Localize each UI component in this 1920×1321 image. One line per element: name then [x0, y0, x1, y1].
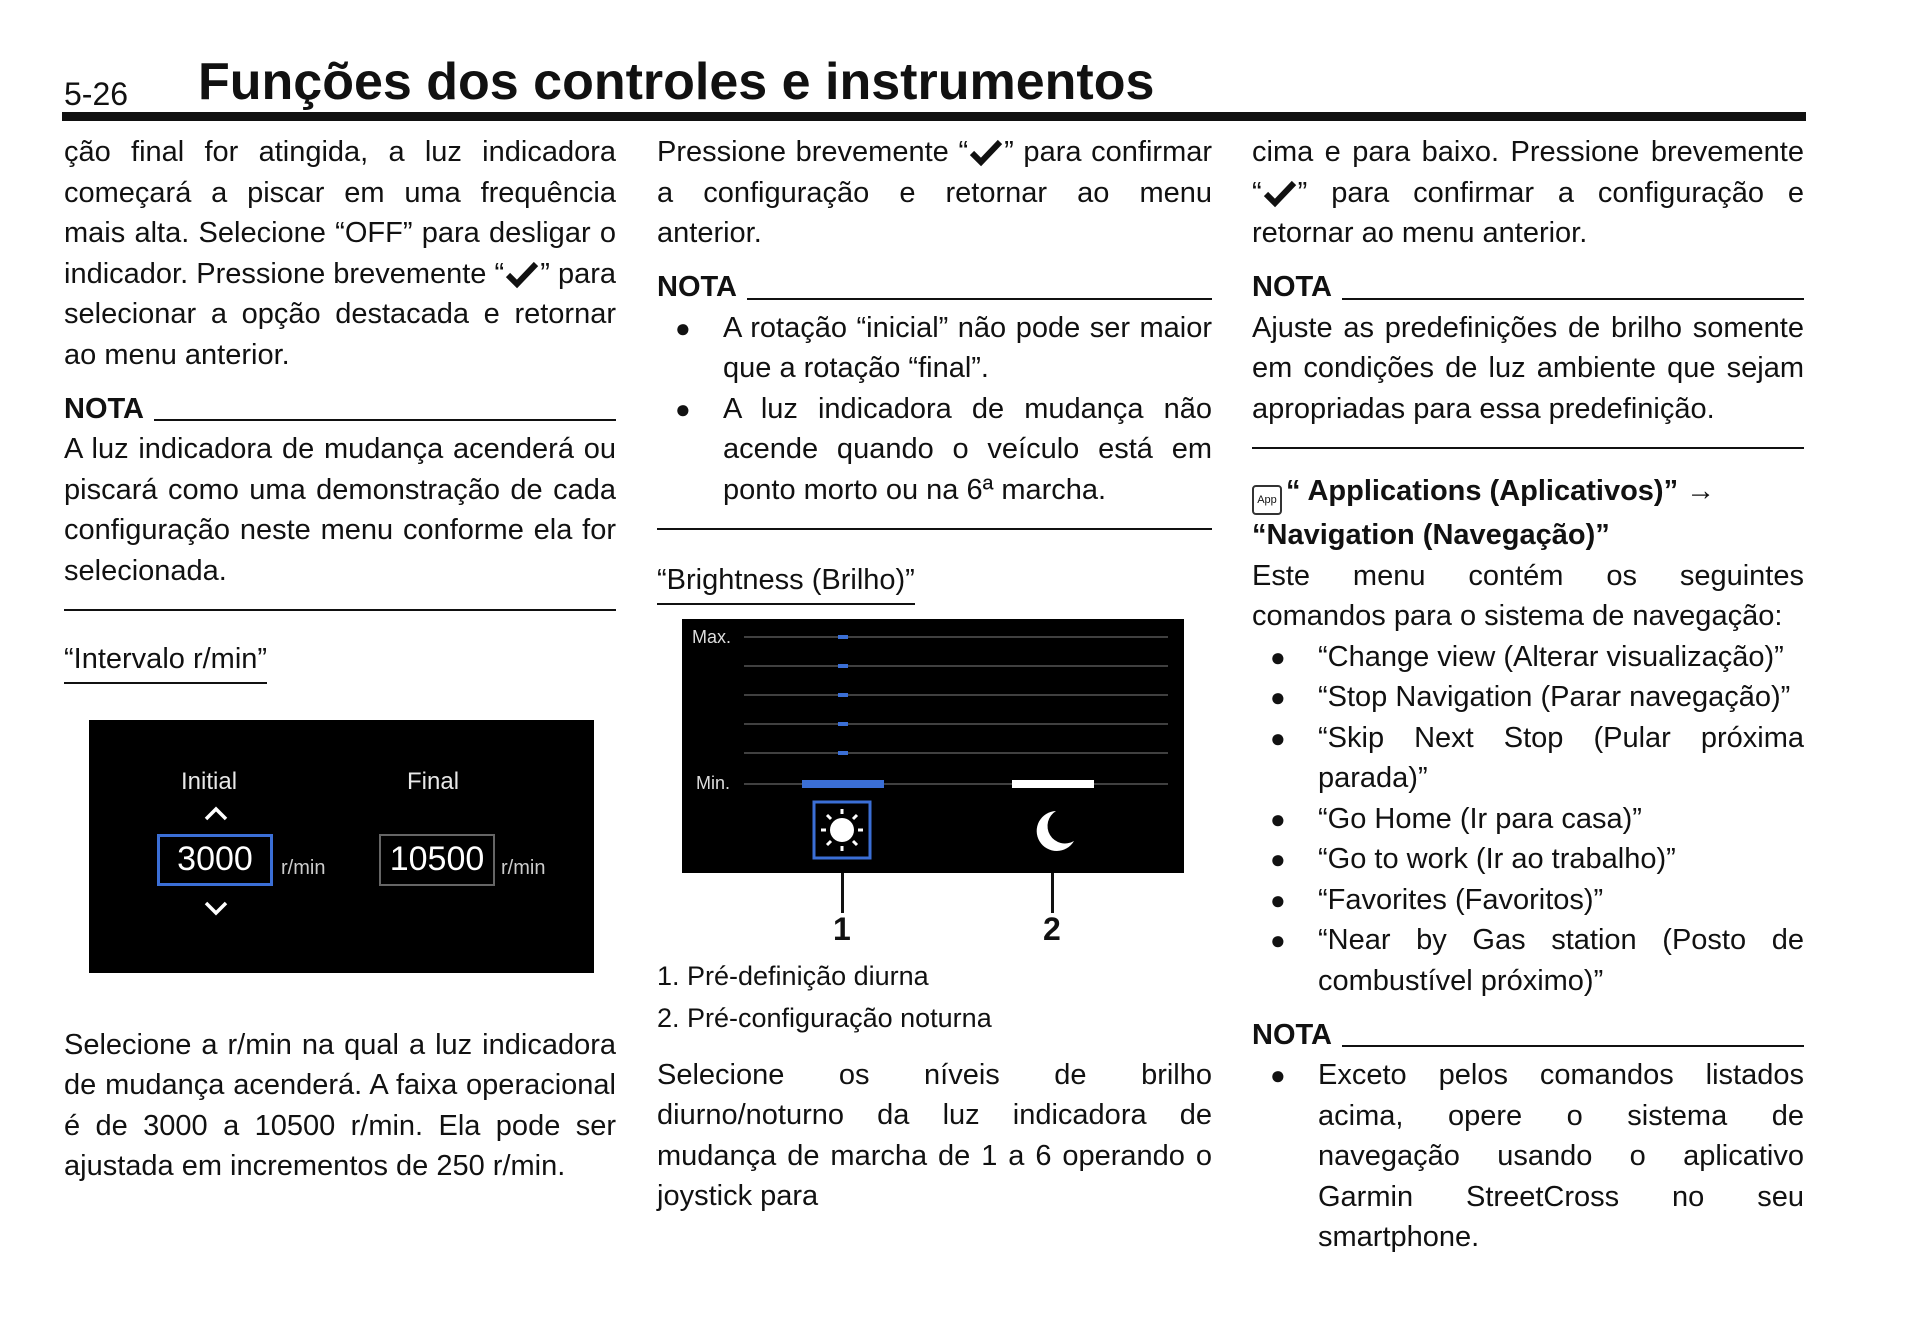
brightness-screen — [682, 619, 1184, 873]
day-level-tick — [838, 722, 848, 726]
rpm-interval-screen — [89, 720, 594, 973]
paragraph: cima e para baixo. Pressione brevemente “ ” para confirmar a configuração e retornar ao menu anterior. — [1252, 136, 1804, 249]
day-level-tick — [838, 693, 848, 697]
callout-1: 1 — [833, 910, 851, 947]
column-1 — [64, 132, 616, 1187]
initial-rpm-field: 3000 — [157, 834, 273, 886]
nota-heading: NOTA — [1252, 268, 1804, 308]
command-list — [1252, 637, 1804, 1002]
app-icon: App — [1252, 485, 1282, 515]
day-level-tick — [838, 751, 848, 755]
nota-heading: NOTA — [64, 389, 616, 429]
list-item: ● “Stop Navigation (Parar navegação)” — [1252, 677, 1804, 718]
check-icon — [1262, 178, 1298, 208]
paragraph: Pressione brevemente “ ” para confirmar a configuração e retornar ao menu anterior. — [657, 136, 1213, 249]
paragraph: ção final for atingida, a luz indicadora começará a piscar em uma frequência mais alta. Selecione “OFF” para desligar o indicador. Pressione brevemente “ ” para selecionar a opção destacada e retornar ao menu anterior. — [64, 136, 616, 371]
check-icon — [968, 137, 1004, 167]
subheading-brightness: “Brightness (Brilho)” — [657, 560, 915, 605]
callout-line-2 — [1051, 873, 1054, 913]
nota-list — [657, 308, 1212, 511]
list-item: ● “Change view (Alterar visualização)” — [1252, 637, 1804, 678]
night-brightness-bar — [1012, 780, 1094, 788]
final-rpm-field: 10500 — [379, 834, 495, 886]
header-rule — [62, 112, 1806, 121]
chevron-down-icon — [203, 900, 229, 918]
callout-line-1 — [841, 873, 844, 913]
min-label: Min. — [696, 772, 731, 793]
nota-heading: NOTA — [1252, 1015, 1804, 1055]
chevron-up-icon — [203, 804, 229, 822]
divider — [1252, 447, 1804, 449]
moon-icon — [1037, 811, 1074, 851]
nota-heading: NOTA — [657, 268, 1212, 308]
initial-unit: r/min — [281, 856, 326, 879]
nota-text: A luz indicadora de mudança acenderá ou piscará como uma demonstração de cada configuração neste menu conforme ela for selecionada. — [64, 433, 616, 587]
divider — [64, 609, 616, 611]
paragraph: Selecione os níveis de brilho diurno/noturno da luz indicadora de mudança de marcha de 1 a 6 operando o joystick para — [657, 1058, 1212, 1212]
nota-text: Ajuste as predefinições de brilho somente em condições de luz ambiente que sejam apropriadas para essa predefinição. — [1252, 311, 1804, 425]
list-item: ● “Near by Gas station (Posto de combustível próximo)” — [1252, 920, 1804, 1001]
day-level-tick — [838, 664, 848, 668]
paragraph: Este menu contém os seguintes comandos para o sistema de navegação: — [1252, 559, 1804, 632]
list-item: ● “Favorites (Favoritos)” — [1252, 880, 1804, 921]
callout-2: 2 — [1043, 910, 1061, 947]
sun-icon — [821, 809, 863, 851]
final-unit: r/min — [501, 856, 546, 879]
section-heading: App “ Applications (Aplicativos)” → “Navigation (Navegação)” — [1252, 475, 1716, 551]
caption: 2. Pré-configuração noturna — [657, 1002, 992, 1033]
list-item: ● “Go to work (Ir ao trabalho)” — [1252, 839, 1804, 880]
day-brightness-bar — [802, 780, 884, 788]
caption: 1. Pré-definição diurna — [657, 960, 929, 991]
list-item: ● “Skip Next Stop (Pular próxima parada)” — [1252, 718, 1804, 799]
brightness-figure — [657, 619, 1162, 955]
list-item: ● A luz indicadora de mudança não acende quando o veículo está em ponto morto ou na 6ª marcha. — [657, 389, 1212, 511]
paragraph: Selecione a r/min na qual a luz indicadora de mudança acenderá. A faixa operacional é de 3000 a 10500 r/min. Ela pode ser ajustada em incrementos de 250 r/min. — [64, 1028, 616, 1182]
day-level-tick — [838, 635, 848, 639]
subheading-rpm-interval: “Intervalo r/min” — [64, 639, 267, 684]
list-item: ● Exceto pelos comandos listados acima, opere o sistema de navegação usando o aplicativo Garmin StreetCross no seu smartphone. — [1252, 1055, 1804, 1258]
page-number: 5-26 — [64, 76, 129, 112]
column-3 — [1252, 132, 1804, 1258]
max-label: Max. — [692, 626, 732, 647]
initial-label: Initial — [181, 767, 238, 795]
final-label: Final — [407, 767, 460, 795]
column-2 — [657, 132, 1212, 1217]
list-item: ● A rotação “inicial” não pode ser maior que a rotação “final”. — [657, 308, 1212, 389]
check-icon — [504, 259, 540, 289]
divider — [657, 528, 1212, 530]
page-title: Funções dos controles e instrumentos — [198, 53, 1155, 111]
brightness-chart — [682, 619, 1184, 873]
nota-list — [1252, 1055, 1804, 1258]
list-item: ● “Go Home (Ir para casa)” — [1252, 799, 1804, 840]
